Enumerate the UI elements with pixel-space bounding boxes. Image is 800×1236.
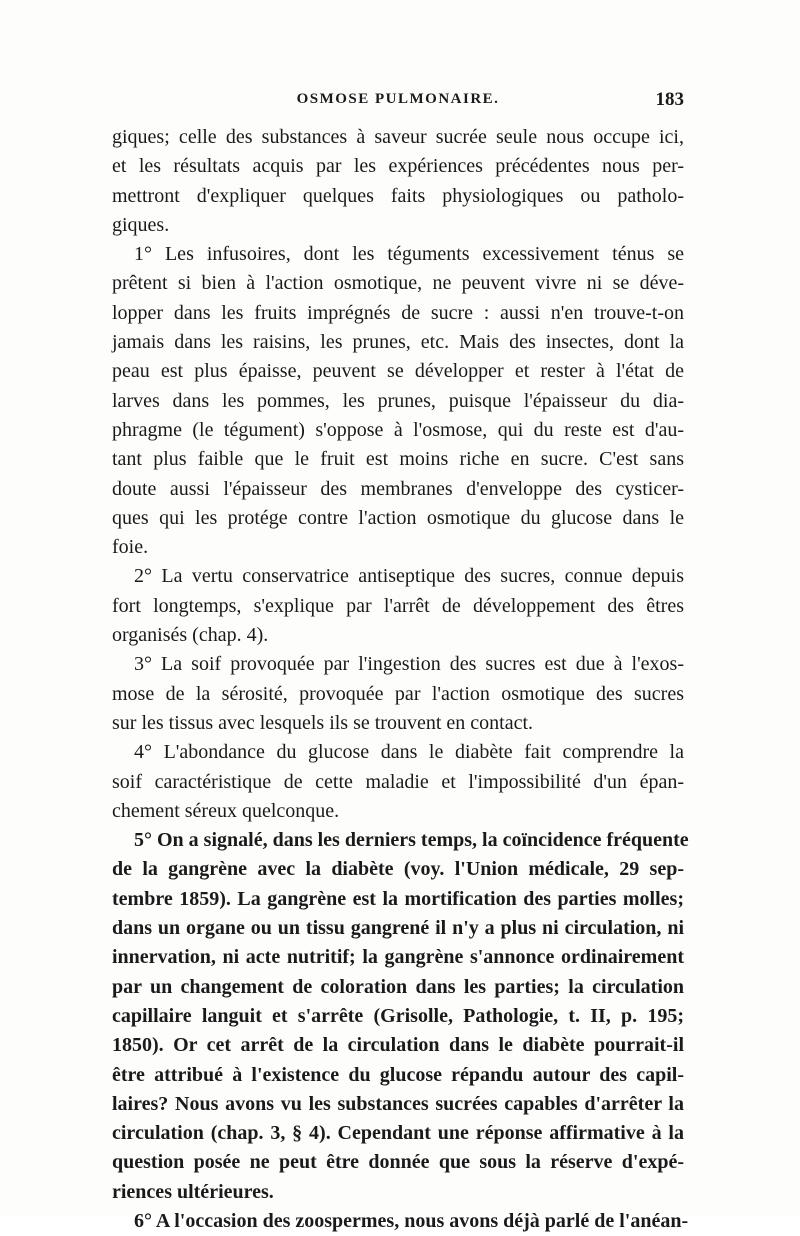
text-line: de la gangrène avec la diabète (voy. l'Union médicale, 29 sep- [112,858,684,881]
text-line: tant plus faible que le fruit est moins riche en sucre. C'est sans [112,448,684,471]
text-line: laires? Nous avons vu les substances sucrées capables d'arrêter la [112,1092,684,1115]
text-line: organisés (chap. 4). [112,624,269,647]
paragraph-3 [112,562,684,650]
text-line: riences ultérieures. [112,1180,274,1203]
text-line: 5° On a signalé, dans les derniers temps, la coïncidence fréquente [134,829,689,852]
text-line: mettront d'expliquer quelques faits physiologiques ou patholo- [112,184,684,207]
text-line: et les résultats acquis par les expériences précédentes nous per- [112,155,684,178]
text-line: prêtent si bien à l'action osmotique, ne peuvent vivre ni se déve- [112,272,684,295]
text-line: 6° A l'occasion des zoospermes, nous avons déjà parlé de l'anéan- [134,1209,689,1232]
page-number: 183 [655,89,684,110]
text-line: soif caractéristique de cette maladie et l'impossibilité d'un épan- [112,770,684,793]
paragraph-2 [112,240,684,562]
text-line: 3° La soif provoquée par l'ingestion des sucres est due à l'exos- [134,653,684,676]
paragraph-5 [112,738,684,826]
text-line: 4° L'abondance du glucose dans le diabète fait comprendre la [134,741,684,764]
text-line: giques; celle des substances à saveur sucrée seule nous occupe ici, [112,126,684,148]
text-line: circulation (chap. 3, § 4). Cependant une réponse affirmative à la [112,1122,684,1145]
text-line: capillaire languit et s'arrête (Grisolle, Pathologie, t. II, p. 195; [112,1004,684,1027]
text-line: lopper dans les fruits imprégnés de sucre : aussi n'en trouve-t-on [112,301,684,324]
page-header [112,91,684,119]
text-line: 1° Les infusoires, dont les téguments excessivement ténus se [134,243,684,266]
text-line: tembre 1859). La gangrène est la mortification des parties molles; [112,887,684,910]
page-body [112,123,689,1236]
text-line: par un changement de coloration dans les parties; la circulation [112,975,684,998]
text-line: doute aussi l'épaisseur des membranes d'enveloppe des cysticer- [112,477,684,500]
text-line: fort longtemps, s'explique par l'arrêt de développement des êtres [112,594,684,617]
text-line: ques qui les protége contre l'action osmotique du glucose dans le [112,506,684,529]
text-line: être attribué à l'existence du glucose répandu autour des capil- [112,1063,684,1086]
text-line: 2° La vertu conservatrice antiseptique des sucres, connue depuis [134,565,684,588]
text-line: peau est plus épaisse, peuvent se développer et rester à l'état de [112,360,684,383]
paragraph-7 [112,1207,689,1236]
text-line: jamais dans les raisins, les prunes, etc. Mais des insectes, dont la [112,331,684,354]
text-line: dans un organe ou un tissu gangrené il n'y a plus ni circulation, ni [112,917,684,940]
paragraph-1 [112,123,684,240]
text-line: giques. [112,213,170,236]
text-line: chement séreux quelconque. [112,799,340,822]
text-line: innervation, ni acte nutritif; la gangrène s'annonce ordinairement [112,946,684,969]
running-title: OSMOSE PULMONAIRE. [296,91,500,107]
paragraph-6 [112,826,689,1207]
text-line: sur les tissus avec lesquels ils se trouvent en contact. [112,711,534,734]
text-line: mose de la sérosité, provoquée par l'action osmotique des sucres [112,682,684,705]
text-line: foie. [112,536,149,559]
text-line: question posée ne peut être donnée que sous la réserve d'expé- [112,1151,684,1174]
text-line: 1850). Or cet arrêt de la circulation dans le diabète pourrait-il [112,1034,684,1057]
paragraph-4 [112,650,684,738]
text-line: phragme (le tégument) s'oppose à l'osmose, qui du reste est d'au- [112,418,684,441]
text-line: larves dans les pommes, les prunes, puisque l'épaisseur du dia- [112,389,684,412]
